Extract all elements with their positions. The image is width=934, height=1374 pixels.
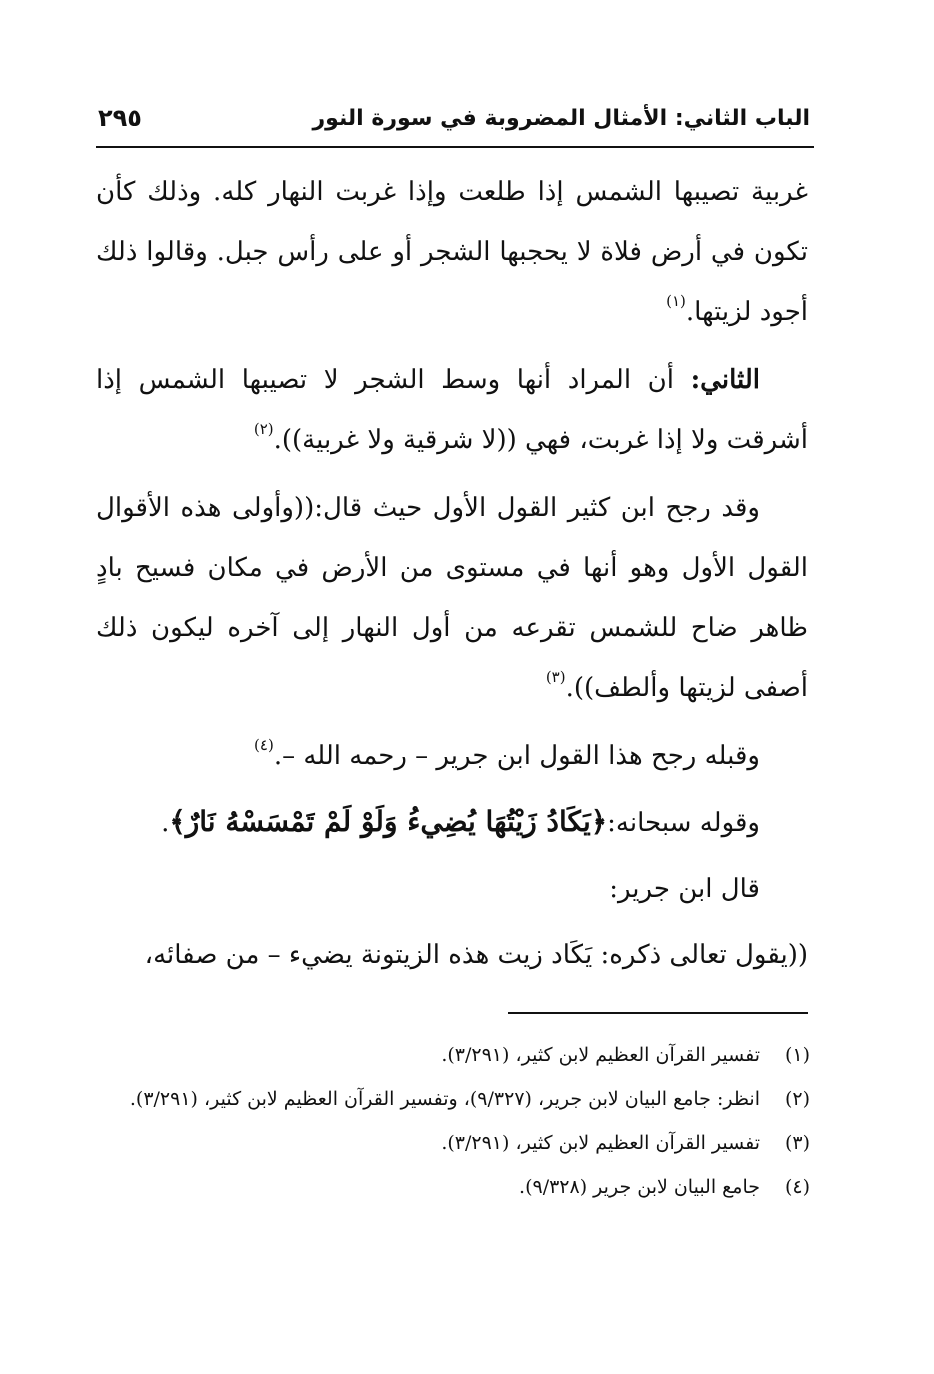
paragraph-7: ((يقول تعالى ذكره: يَكَاد زيت هذه الزيتونة يضيء – من صفائه، [144,940,808,970]
chapter-title: الباب الثاني: الأمثال المضروبة في سورة النور [312,106,810,131]
quran-verse: ﴿يَكَادُ زَيْتُهَا يُضِيءُ وَلَوْ لَمْ تَمْسَسْهُ نَارٌ﴾ [169,805,608,838]
footnotes [96,1038,810,1214]
footnote-number: (٣) [784,1132,810,1154]
paragraph-lead: الثاني: [690,365,760,395]
paragraph-6: قال ابن جرير: [609,874,760,904]
paragraph-3: وقد رجح ابن كثير القول الأول حيث قال:((وأولى هذه الأقوال القول الأول وهو أنها في مستوى من الأرض في مكان فسيح بادٍ ظاهر ضاح للشمس تقرعه من أول النهار إلى آخره ليكون ذلك أصفى لزيتها وألطف)).$^{(٣)}$ [96,493,808,703]
footnote-number: (٢) [784,1088,810,1110]
footnote-text: جامع البيان لابن جرير (٩/٣٢٨). [519,1176,760,1198]
header-rule [96,146,814,148]
main-text [96,162,808,991]
footnote-ref-4[interactable]: (٤) [254,736,274,754]
paragraph-1: غربية تصيبها الشمس إذا طلعت وإذا غربت النهار كله. وذلك كأن تكون في أرض فلاة لا يحجبها الشجر أو على رأس جبل. وقالوا ذلك أجود لزيتها.$^{(١)}$ [96,177,808,327]
footnote-number: (١) [784,1044,810,1066]
footnote-ref-2[interactable]: (٢) [253,420,274,438]
running-header [96,100,814,146]
footnote-ref-1[interactable]: (١) [666,292,686,310]
footnote-2 [96,1082,810,1117]
page-number: ٢٩٥ [98,104,142,132]
footnote-separator [508,1012,808,1014]
paragraph-5: وقوله سبحانه:﴿يَكَادُ زَيْتُهَا يُضِيءُ وَلَوْ لَمْ تَمْسَسْهُ نَارٌ﴾. [161,805,760,838]
paragraph-2: الثاني: أن المراد أنها وسط الشجر لا تصيبها الشمس إذا أشرقت ولا إذا غربت، فهي ((لا شرقية ولا غربية)).$^{(٢)}$ [96,365,808,455]
footnote-1 [96,1038,810,1073]
footnote-number: (٤) [784,1176,810,1198]
footnote-3 [96,1126,810,1161]
footnote-ref-3[interactable]: (٣) [545,668,566,686]
footnote-4 [96,1170,810,1205]
footnote-text: تفسير القرآن العظيم لابن كثير، (٣/٢٩١). [441,1044,760,1066]
footnote-text: انظر: جامع البيان لابن جرير، (٩/٣٢٧)، وتفسير القرآن العظيم لابن كثير، (٣/٢٩١). [129,1088,760,1110]
footnote-text: تفسير القرآن العظيم لابن كثير، (٣/٢٩١). [441,1132,760,1154]
paragraph-4: وقبله رجح هذا القول ابن جرير – رحمه الله –.$^{(٤)}$ [254,736,760,771]
